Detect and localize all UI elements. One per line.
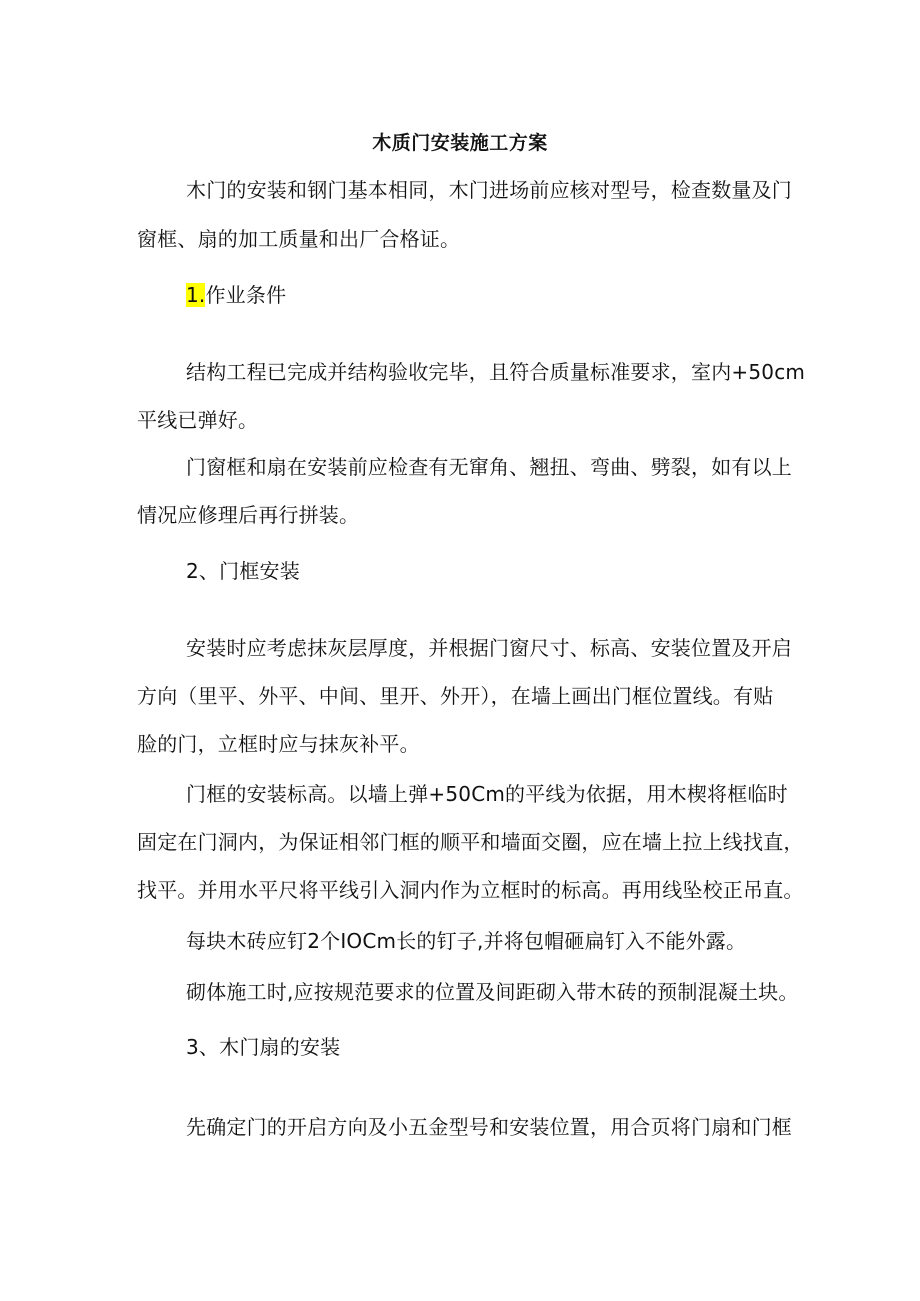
section-number-highlight: 1.	[186, 283, 206, 307]
paragraph-line: 情况应修理后再行拼装。	[137, 503, 360, 527]
section-heading-text: 作业条件	[205, 283, 287, 307]
document-title: 木质门安装施工方案	[372, 132, 548, 154]
paragraph-line: 平线已弹好。	[137, 408, 259, 432]
paragraph-line: 安装时应考虑抹灰层厚度，并根据门窗尺寸、标高、安装位置及开启	[186, 636, 792, 660]
paragraph-line: 找平。并用水平尺将平线引入洞内作为立框时的标高。再用线坠校正吊直。	[137, 878, 804, 902]
paragraph-line: 门框的安装标高。以墙上弹+50Cm的平线为依据，用木楔将框临时	[186, 782, 788, 806]
paragraph-line: 门窗框和扇在安装前应检查有无窜角、翘扭、弯曲、劈裂，如有以上	[186, 455, 792, 479]
paragraph-line: 方向（里平、外平、中间、里开、外开），在墙上画出门框位置线。有贴	[137, 684, 774, 708]
section-heading-1	[186, 281, 286, 309]
section-heading-3: 3、木门扇的安装	[186, 1035, 341, 1059]
paragraph-line: 脸的门，立框时应与抹灰补平。	[137, 732, 420, 756]
paragraph-line: 先确定门的开启方向及小五金型号和安装位置，用合页将门扇和门框	[186, 1115, 792, 1139]
paragraph-line: 砌体施工时,应按规范要求的位置及间距砌入带木砖的预制混凝土块。	[186, 980, 799, 1004]
section-heading-2: 2、门框安装	[186, 559, 300, 583]
paragraph-line: 窗框、扇的加工质量和出厂合格证。	[137, 227, 461, 251]
paragraph-line: 木门的安装和钢门基本相同，木门进场前应核对型号，检查数量及门	[186, 178, 792, 202]
paragraph-line: 结构工程已完成并结构验收完毕，且符合质量标准要求，室内+50cm	[186, 360, 806, 384]
paragraph-line: 每块木砖应钉2个IOCm长的钉子,并将包帽砸扁钉入不能外露。	[186, 929, 747, 953]
paragraph-line: 固定在门洞内，为保证相邻门框的顺平和墙面交圈，应在墙上拉上线找直，	[137, 830, 804, 854]
